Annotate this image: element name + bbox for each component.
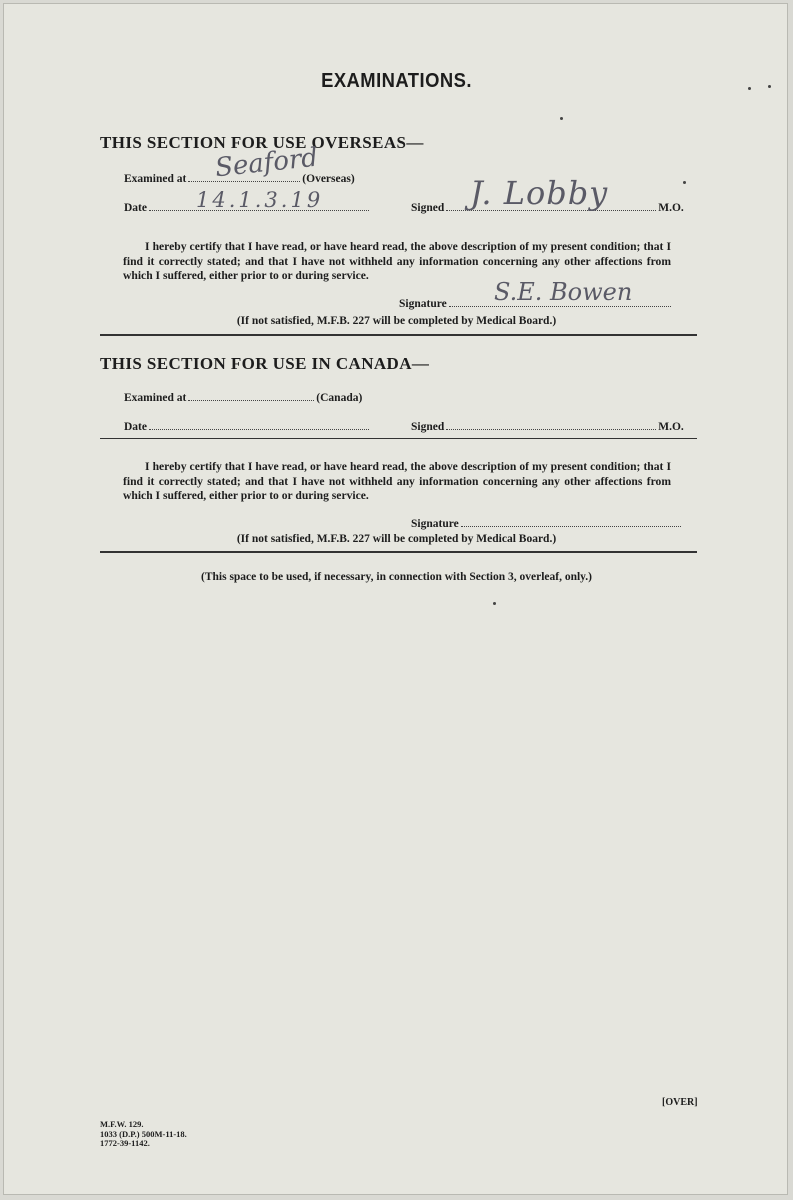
date-label: Date <box>124 202 147 214</box>
canada-section-heading: THIS SECTION FOR USE IN CANADA— <box>100 354 430 373</box>
paper-speck <box>493 602 496 605</box>
dotted-line <box>461 517 681 527</box>
examined-label: Examined at <box>124 173 187 185</box>
signature-label: Signature <box>399 298 447 310</box>
overseas-section-heading: THIS SECTION FOR USE OVERSEAS— <box>100 133 424 152</box>
signed-label: Signed <box>411 202 445 214</box>
signature-label: Signature <box>411 518 459 530</box>
examined-label: Examined at <box>124 392 187 404</box>
mo-label: M.O. <box>658 421 684 433</box>
date-label: Date <box>124 421 147 433</box>
paper-speck <box>768 85 771 88</box>
overseas-not-satisfied-note: (If not satisfied, M.F.B. 227 will be completed by Medical Board.) <box>236 315 557 327</box>
paper-speck <box>683 181 686 184</box>
overseas-signature-handwritten: S.E. Bowen <box>494 278 633 306</box>
footer-serial: 1772-39-1142. <box>100 1138 150 1148</box>
form-footer <box>100 1120 187 1149</box>
paper-speck <box>560 117 563 120</box>
dotted-line <box>446 420 656 430</box>
overseas-mo-signature: J. Lobby <box>470 174 609 212</box>
dotted-line <box>188 391 314 401</box>
examined-suffix: (Canada) <box>316 392 363 404</box>
dotted-line <box>149 420 369 430</box>
divider <box>100 438 697 439</box>
divider <box>100 334 697 336</box>
overseas-certify-paragraph: I hereby certify that I have read, or have heard read, the above description of my present condition; that I find it correctly stated; and that I have not withheld any information concerning any other affections from which I suffered, either prior to or during service. <box>123 240 671 282</box>
document-page <box>3 3 788 1195</box>
paper-speck <box>748 87 751 90</box>
footer-print-code: 1033 (D.P.) 500M-11-18. <box>100 1128 187 1139</box>
divider <box>100 551 697 553</box>
overseas-examined-handwritten: Seaford <box>213 142 320 184</box>
canada-not-satisfied-note: (If not satisfied, M.F.B. 227 will be completed by Medical Board.) <box>236 533 557 545</box>
canada-certify-paragraph: I hereby certify that I have read, or have heard read, the above description of my present condition; that I find it correctly stated; and that I have not withheld any information concerning any other affections from which I suffered, either prior to or during service. <box>123 460 671 502</box>
over-label: [OVER] <box>662 1097 698 1108</box>
canada-signature-field <box>411 517 683 530</box>
examined-suffix: (Overseas) <box>302 173 355 185</box>
signed-label: Signed <box>411 421 445 433</box>
canada-examined-field <box>124 391 362 404</box>
footer-form-number: M.F.W. 129. <box>100 1119 144 1129</box>
overseas-date-handwritten: 14.1.3.19 <box>196 188 324 212</box>
canada-date-field <box>124 420 371 433</box>
page-title: EXAMINATIONS. <box>321 70 472 92</box>
canada-signed-field <box>411 420 684 433</box>
space-note: (This space to be used, if necessary, in connection with Section 3, overleaf, only.) <box>201 571 592 583</box>
mo-label: M.O. <box>658 202 684 214</box>
